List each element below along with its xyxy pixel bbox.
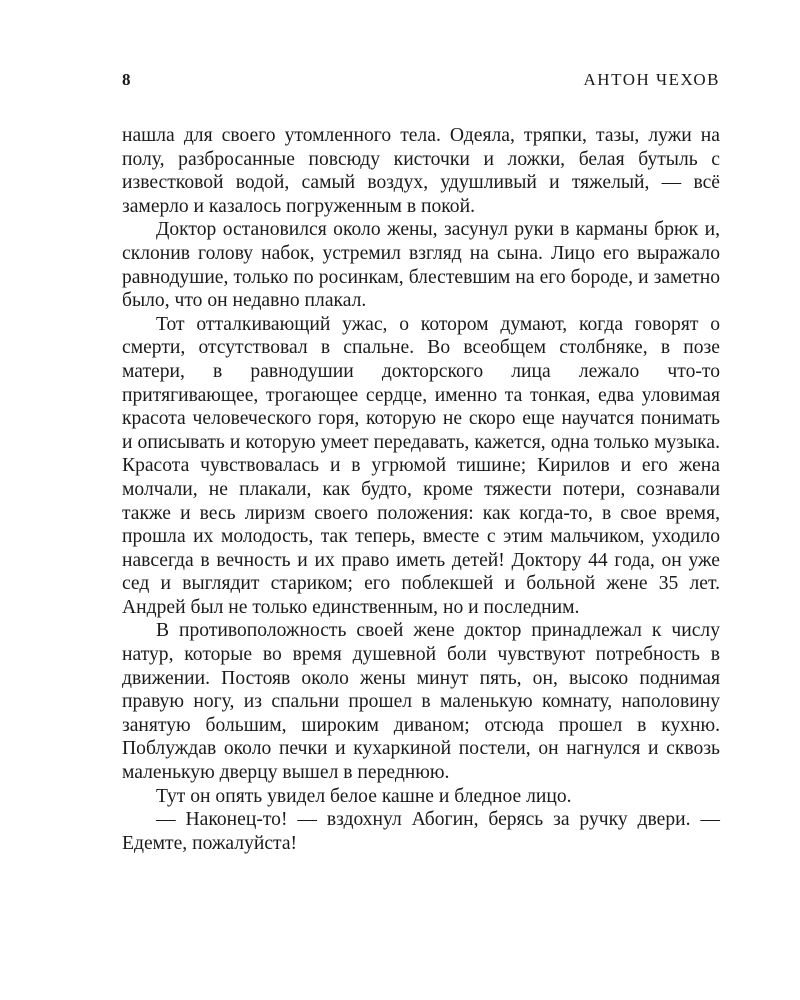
paragraph: В противоположность своей жене доктор принадлежал к числу натур, которые во время душевной боли чувствуют потребность в движении. Постояв около жены минут пять, он, высоко поднимая правую ногу, из спальни прошел в маленькую комнату, наполовину занятую большим, широким диваном; отсюда прошел в кухню. Поблуждав около печки и кухаркиной постели, он нагнулся и сквозь маленькую дверцу вышел в переднюю. (122, 620, 720, 784)
book-page (122, 70, 720, 950)
paragraph: Тут он опять увидел белое кашне и бледное лицо. (156, 785, 572, 807)
running-title: АНТОН ЧЕХОВ (583, 70, 720, 89)
running-header (122, 70, 720, 100)
paragraph-continued: нашла для своего утомленного тела. Одеяла, тряпки, тазы, лужи на полу, разбросанные повсюду кисточки и ложки, белая бутыль с известковой водой, самый воздух, удушливый и тяжелый, — всё замерло и казалось погруженным в покой. (122, 125, 720, 217)
paragraph: Доктор остановился около жены, засунул руки в карманы брюк и, склонив голову набок, устремил взгляд на сына. Лицо его выражало равнодушие, только по росинкам, блестевшим на его бороде, и заметно было, что он недавно плакал. (122, 219, 720, 312)
page-number: 8 (122, 70, 131, 89)
body-text (122, 124, 720, 855)
dialogue-paragraph: — Наконец-то! — вздохнул Абогин, берясь за ручку двери. — Едемте, пожалуйста! (122, 809, 720, 854)
paragraph: Тот отталкивающий ужас, о котором думают, когда говорят о смерти, отсутствовал в спальне. Во всеобщем столбняке, в позе матери, в равнодушии докторского лица лежало что-то притягивающее, трогающее сердце, именно та тонкая, едва уловимая красота человеческого горя, которую не скоро еще научатся понимать и описывать и которую умеет передавать, кажется, одна только музыка. Красота чувствовалась и в угрюмой тишине; Кирилов и его жена молчали, не плакали, как будто, кроме тяжести потери, сознавали также и весь лиризм своего положения: как когда-то, в свое время, прошла их молодость, так теперь, вместе с этим мальчиком, уходило навсегда в вечность и их право иметь детей! Доктору 44 года, он уже сед и выглядит стариком; его поблекшей и больной жене 35 лет. Андрей был не только единственным, но и последним. (122, 313, 720, 618)
